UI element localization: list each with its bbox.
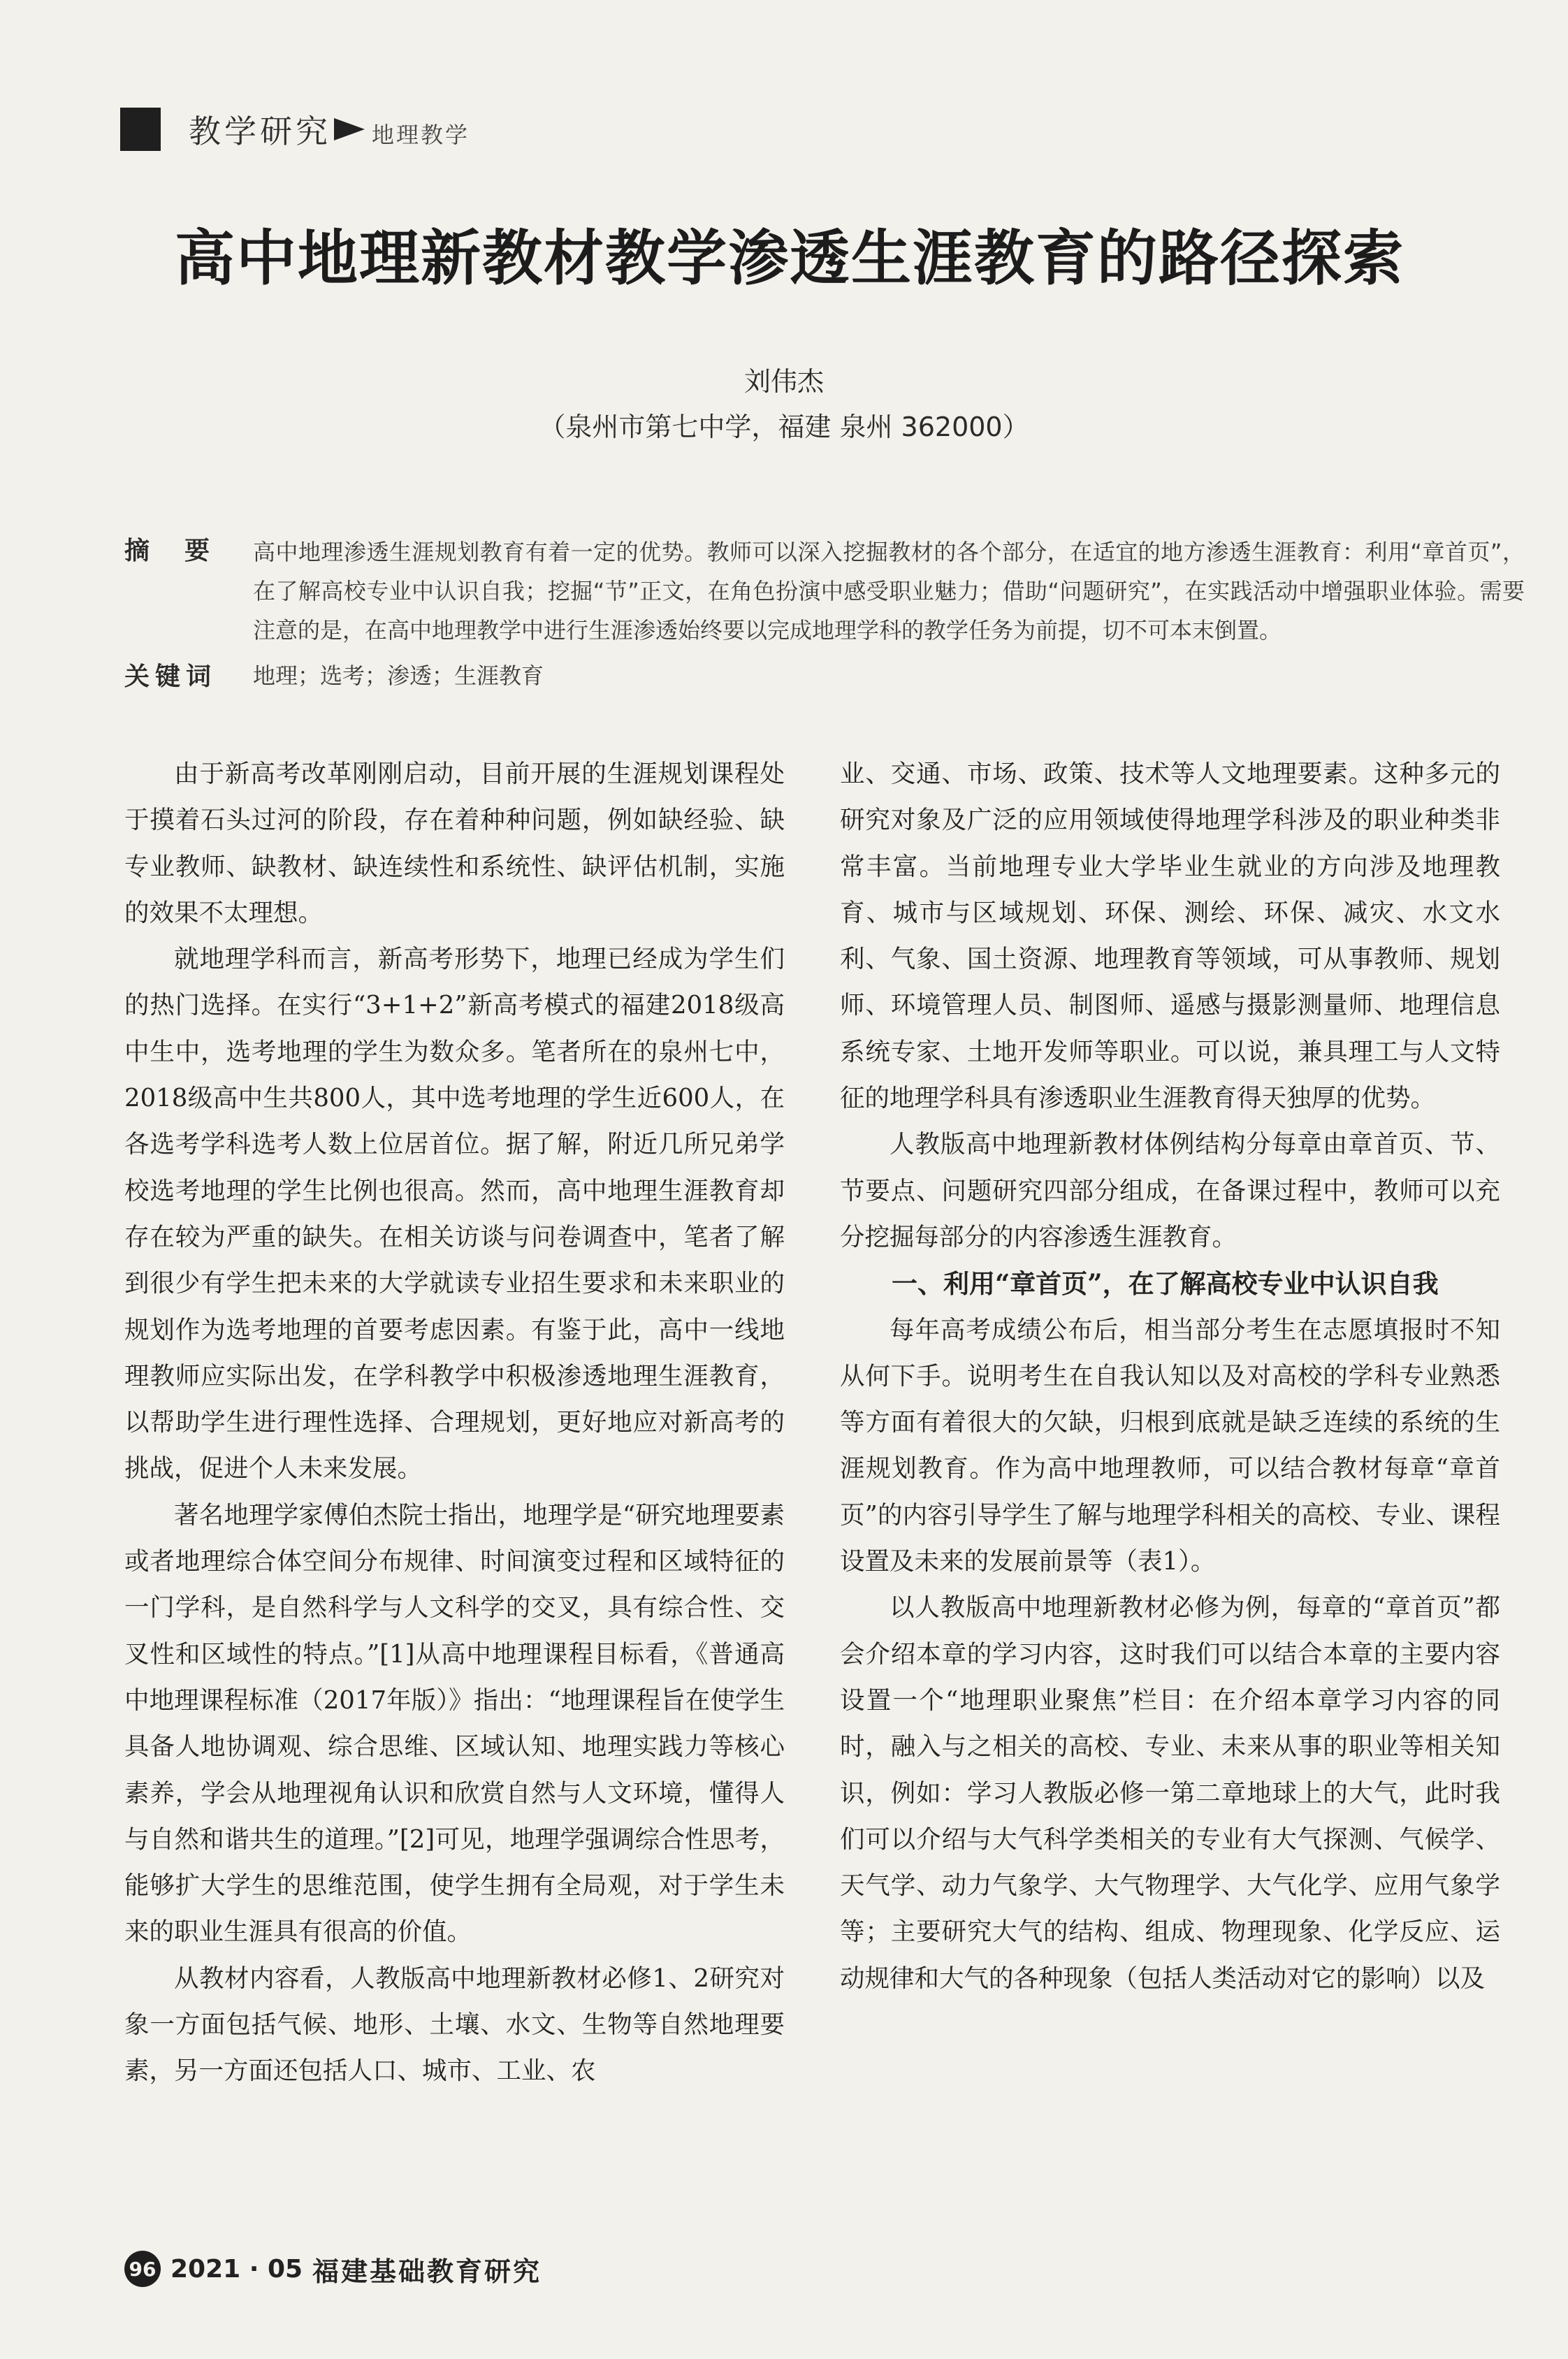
section-heading: 一、利用“章首页”，在了解高校专业中认识自我 — [892, 1268, 1439, 1300]
body-paragraph: 由于新高考改革刚刚启动，目前开展的生涯规划课程处于摸着石头过河的阶段，存在着种种问题，例如缺经验、缺专业教师、缺教材、缺连续性和系统性、缺评估机制，实施的效果不太理想。 — [124, 760, 785, 927]
page-footer — [124, 2249, 542, 2289]
body-paragraph: 以人教版高中地理新教材必修为例，每章的“章首页”都会介绍本章的学习内容，这时我们可以结合本章的主要内容设置一个“地理职业聚焦”栏目：在介绍本章学习内容的同时，融入与之相关的高校、专业、未来从事的职业等相关知识，例如：学习人教版必修一第二章地球上的大气，此时我们可以介绍与大气科学类相关的专业有大气探测、气候学、天气学、动力气象学、大气物理学、大气化学、应用气象学等；主要研究大气的结构、组成、物理现象、化学反应、运动规律和大气的各种现象（包括人类活动对它的影响）以及 — [840, 1593, 1500, 1993]
article-title: 高中地理新教材教学渗透生涯教育的路径探索 — [175, 223, 1404, 293]
body-column-right — [840, 751, 1500, 2002]
body-paragraph-continued: 业、交通、市场、政策、技术等人文地理要素。这种多元的研究对象及广泛的应用领域使得地理学科涉及的职业种类非常丰富。当前地理专业大学毕业生就业的方向涉及地理教育、城市与区域规划、环保、测绘、环保、减灾、水文水利、气象、国土资源、地理教育等领域，可从事教师、规划师、环境管理人员、制图师、遥感与摄影测量师、地理信息系统专家、土地开发师等职业。可以说，兼具理工与人文特征的地理学科具有渗透职业生涯教育得天独厚的优势。 — [840, 760, 1500, 1113]
arrow-icon — [334, 118, 365, 140]
issue-date: 2021 · 05 — [170, 2254, 303, 2284]
body-paragraph: 著名地理学家傅伯杰院士指出，地理学是“研究地理要素或者地理综合体空间分布规律、时间演变过程和区域特征的一门学科，是自然科学与人文科学的交叉，具有综合性、交叉性和区域性的特点。”[1]从高中地理课程目标看，《普通高中地理课程标准（2017年版）》指出：“地理课程旨在使学生具备人地协调观、综合思维、区域认知、地理实践力等核心素养，学会从地理视角认识和欣赏自然与人文环境，懂得人与自然和谐共生的道理。”[2]可见，地理学强调综合性思考，能够扩大学生的思维范围，使学生拥有全局观，对于学生未来的职业生涯具有很高的价值。 — [124, 1500, 785, 1947]
abstract-text: 高中地理渗透生涯规划教育有着一定的优势。教师可以深入挖掘教材的各个部分，在适宜的地方渗透生涯教育：利用“章首页”，在了解高校专业中认识自我；挖掘“节”正文，在角色扮演中感受职业魅力；借助“问题研究”，在实践活动中增强职业体验。需要注意的是，在高中地理教学中进行生涯渗透始终要以完成地理学科的教学任务为前提，切不可本末倒置。 — [253, 539, 1525, 644]
page-number: 96 — [124, 2251, 161, 2287]
article-author: 刘伟杰 — [743, 366, 824, 397]
section-label: 教学研究 — [189, 112, 331, 150]
subsection-label: 地理教学 — [372, 122, 470, 148]
body-paragraph: 就地理学科而言，新高考形势下，地理已经成为学生们的热门选择。在实行“3+1+2”新高考模式的福建2018级高中生中，选考地理的学生为数众多。笔者所在的泉州七中，2018级高中生共800人，其中选考地理的学生近600人，在各选考学科选考人数上位居首位。据了解，附近几所兄弟学校选考地理的学生比例也很高。然而，高中地理生涯教育却存在较为严重的缺失。在相关访谈与问卷调查中，笔者了解到很少有学生把未来的大学就读专业招生要求和未来职业的规划作为选考地理的首要考虑因素。有鉴于此，高中一线地理教师应实际出发，在学科教学中积极渗透地理生涯教育，以帮助学生进行理性选择、合理规划，更好地应对新高考的挑战，促进个人未来发展。 — [124, 945, 785, 1483]
body-paragraph: 人教版高中地理新教材体例结构分每章由章首页、节、节要点、问题研究四部分组成，在备课过程中，教师可以充分挖掘每部分的内容渗透生涯教育。 — [840, 1130, 1500, 1251]
article-affiliation: （泉州市第七中学，福建 泉州 362000） — [539, 412, 1029, 442]
body-paragraph: 每年高考成绩公布后，相当部分考生在志愿填报时不知从何下手。说明考生在自我认知以及对高校的学科专业熟悉等方面有着很大的欠缺，归根到底就是缺乏连续的系统的生涯规划教育。作为高中地理教师，可以结合教材每章“章首页”的内容引导学生了解与地理学科相关的高校、专业、课程设置及未来的发展前景等（表1）。 — [840, 1315, 1500, 1576]
section-marker — [120, 108, 161, 151]
keywords-text: 地理；选考；渗透；生涯教育 — [253, 662, 544, 689]
abstract-label: 摘要 — [124, 537, 245, 565]
section-header — [120, 105, 470, 154]
keywords-label: 关键词 — [124, 662, 217, 691]
body-paragraph: 从教材内容看，人教版高中地理新教材必修1、2研究对象一方面包括气候、地形、土壤、水文、生物等自然地理要素，另一方面还包括人口、城市、工业、农 — [124, 1964, 785, 2086]
body-column-left — [124, 751, 785, 2095]
journal-name: 福建基础教育研究 — [312, 2255, 542, 2287]
